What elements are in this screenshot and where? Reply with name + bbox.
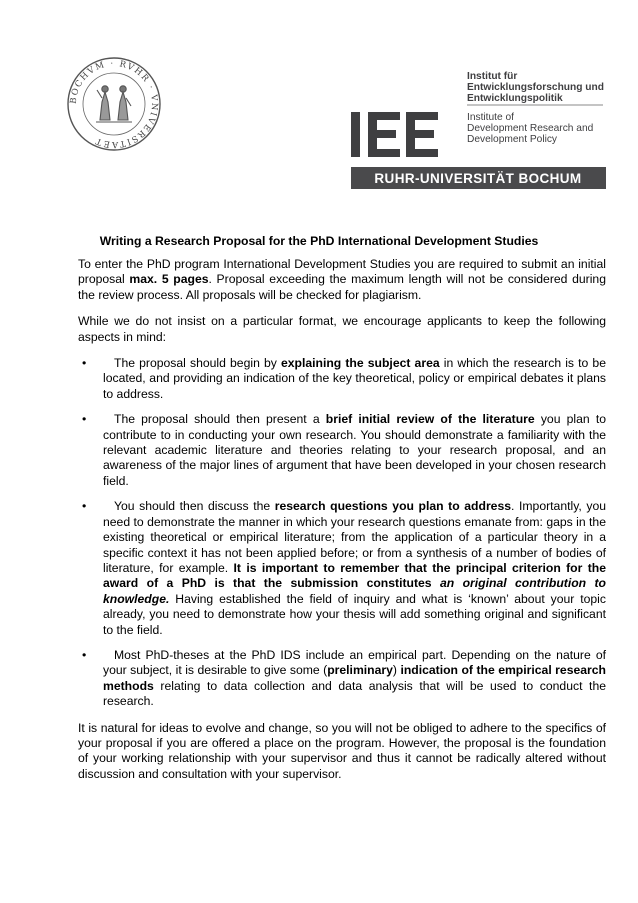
bullet-text: Most PhD-theses at the PhD IDS include an empirical part. Depending on the nature of your subject, it is desirable to give some ( (103, 647, 606, 678)
format-paragraph: While we do not insist on a particular format, we encourage applicants to keep the following aspects in mind: (78, 314, 606, 344)
iee-acronym-mark (351, 112, 438, 157)
institute-de-line1: Institut für (467, 71, 518, 82)
bullet-text: The proposal should begin by (114, 356, 281, 371)
institute-en-line3: Development Policy (467, 134, 558, 145)
bullet-icon: • (82, 499, 87, 514)
bullet-icon: • (82, 356, 87, 371)
bullet-text: . Importantly, you need to demonstrate the manner in which your research questions emanate from: gaps in the existing theoretical or empirical literature; from the application of a particular theory in a specific context it has not been applied before; or from a synthesis of a number of bodies of literature, for example. (103, 499, 607, 575)
bullet-emphasis: indication of the empirical research methods (103, 663, 606, 693)
intro-text-2: . Proposal exceeding the maximum length will not be considered during the review process. All proposals will be checked for plagiarism. (78, 272, 606, 302)
bullet-text: relating to data collection and data analysis that will be used to conduct the research. (103, 678, 606, 709)
bullet-emphasis: preliminary (327, 663, 393, 678)
bullet-text: ) (392, 663, 401, 678)
seal-label: BOCHVM · RVHR · VNIVERSITAET (68, 58, 160, 150)
institute-en-line1: Institute of (467, 112, 515, 123)
bullet-text: The proposal should then present a (114, 412, 326, 427)
list-item (78, 356, 606, 402)
iee-logo (348, 68, 608, 192)
bullet-text: Having established the field of inquiry and what is ‘known’ about your topic already, you need to demonstrate how your thesis will add something original and significant to the field. (103, 591, 606, 637)
bullet-emphasis-italic: an original contribution to knowledge. (103, 576, 606, 606)
bullet-emphasis: explaining the subject area (280, 356, 440, 371)
bullet-icon: • (82, 647, 87, 662)
bullet-icon: • (82, 412, 87, 427)
university-seal (66, 56, 162, 152)
list-item (78, 412, 606, 489)
bullet-emphasis: brief initial review of the literature (325, 412, 535, 427)
closing-paragraph: It is natural for ideas to evolve and change, so you will not be obliged to adhere to the specifics of your proposal if you are offered a place on the program. However, the proposal is the foundation of your working relationship with your supervisor and thus it cannot be radically altered without discussion and consultation with your supervisor. (78, 720, 606, 781)
document-title: Writing a Research Proposal for the PhD International Development Studies (99, 234, 539, 248)
institute-de-line2: Entwicklungsforschung und (467, 82, 604, 93)
list-item (78, 648, 606, 710)
intro-max-pages: max. 5 pages (129, 272, 209, 287)
bullet-text: you plan to contribute to in conducting your own research. You should demonstrate a familiarity with the relevant academic literature and theories relating to your research proposal, and an awareness of the major lines of argument that have been developed in your chosen research field. (103, 412, 606, 488)
institute-de-line3: Entwicklungspolitik (467, 93, 563, 104)
intro-paragraph (78, 257, 606, 303)
bullet-emphasis: It is important to remember that the principal criterion for the award of a PhD is that the submission constitutes (103, 560, 607, 591)
intro-text-1: To enter the PhD program International Development Studies you are required to submit an initial proposal (78, 257, 606, 287)
bullet-text: in which the research is to be located, and providing an indication of the key theoretical, policy or empirical debates it plans to address. (103, 356, 606, 401)
list-item (78, 499, 606, 638)
bullet-emphasis: research questions you plan to address (274, 499, 512, 514)
aspects-list (78, 356, 606, 710)
document-body (78, 257, 606, 793)
university-name: RUHR-UNIVERSITÄT BOCHUM (374, 171, 582, 186)
institute-en-line2: Development Research and (467, 123, 594, 134)
bullet-text: You should then discuss the (114, 499, 275, 514)
svg-text:BOCHVM · RVHR · VNIVERSITAET (69, 59, 159, 149)
